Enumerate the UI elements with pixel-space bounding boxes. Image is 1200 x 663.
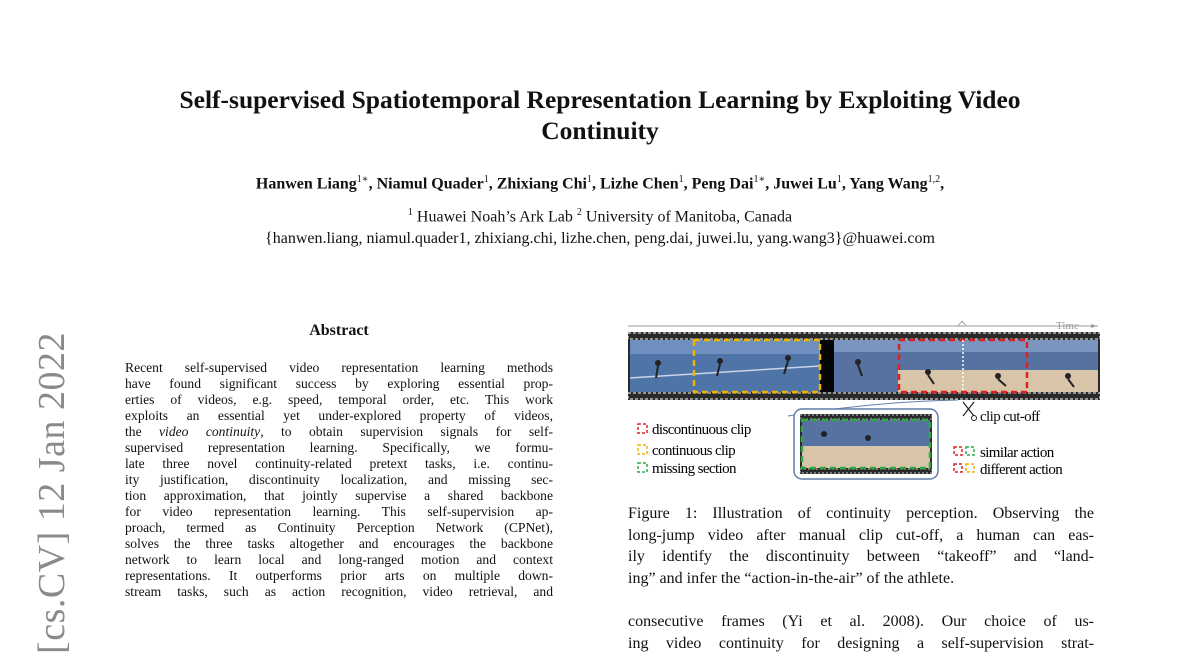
axis-break: [958, 321, 966, 326]
author-name: Juwei Lu: [773, 175, 837, 193]
title-line-2: Continuity: [541, 116, 659, 145]
abstract-line: representations. It outperforms prior arts on multiple down-: [125, 568, 553, 583]
author-name: Yang Wang: [849, 175, 928, 193]
legend-missing: missing section: [652, 461, 736, 477]
body-line: consecutive frames (Yi et al. 2008). Our choice of us-: [628, 613, 1094, 630]
cutoff-gap: [820, 340, 834, 392]
missing-section-inset: [794, 409, 938, 479]
affiliation-1: Huawei Noah’s Ark Lab: [416, 208, 573, 226]
author-affil-marker: 1: [678, 174, 684, 185]
legend-swatch-yellow: [638, 445, 647, 454]
body-line: ing video continuity for designing a self-supervision strat-: [628, 634, 1094, 652]
author-name: Peng Dai: [691, 175, 754, 193]
abstract-line: Recent self-supervised video representation learning methods: [125, 360, 553, 375]
caption-line: Figure 1: Illustration of continuity perception. Observing the: [628, 505, 1094, 522]
clip-cutoff-label: clip cut-off: [980, 409, 1040, 425]
legend-left: [638, 422, 751, 477]
abstract-line: late three novel continuity-related pretext tasks, i.e. continu-: [125, 456, 553, 471]
scissors-icon: [963, 402, 977, 421]
abstract-line: supervised representation learning. Specifically, we formu-: [125, 440, 553, 455]
affil-marker-1: 1: [407, 207, 413, 218]
abstract-line: network to learn local and long-ranged motion and context: [125, 552, 553, 567]
caption-line: ily identify the discontinuity between “takeoff” and “land-: [628, 548, 1094, 565]
abstract-line: solves the three tasks altogether and encourages the backbone: [125, 536, 553, 551]
caption-line: long-jump video after manual clip cut-off, a human can eas-: [628, 526, 1094, 544]
author-name: Lizhe Chen: [599, 175, 679, 193]
arxiv-stamp: [cs.CV] 12 Jan 2022: [31, 332, 73, 654]
abstract-text: [125, 360, 553, 600]
figure-1-illustration: [628, 318, 1100, 490]
legend-right: [954, 445, 1063, 478]
figure-caption: [628, 503, 1094, 589]
author-affil-marker: 1: [483, 174, 489, 185]
affiliation-2: University of Manitoba, Canada: [585, 208, 793, 226]
legend-similar: similar action: [980, 445, 1054, 461]
legend-continuous: continuous clip: [652, 443, 736, 459]
title-line-1: Self-supervised Spatiotemporal Representation Learning by Exploiting Video: [179, 85, 1021, 114]
abstract-line: have found significant success by exploring essential prop-: [125, 376, 553, 391]
author-affil-marker: 1∗: [753, 174, 766, 185]
author-affil-marker: 1,2: [927, 174, 941, 185]
author-name: Zhixiang Chi: [496, 175, 587, 193]
legend-discontinuous: discontinuous clip: [652, 422, 751, 438]
time-label: Time: [1056, 320, 1079, 332]
abstract-line: exploits an essential yet under-explored property of videos,: [125, 408, 553, 423]
abstract-line: the video continuity, to obtain supervision signals for self-: [125, 424, 553, 439]
abstract-heading: Abstract: [309, 322, 369, 339]
legend-swatch-red: [638, 424, 647, 433]
legend-different: different action: [980, 462, 1063, 478]
author-name: Hanwen Liang: [255, 175, 357, 193]
author-affil-marker: 1∗: [356, 174, 369, 185]
author-list: Hanwen Liang$^{1∗}$, Niamul Quader$^1$, Zhixiang Chi$^1$, Lizhe Chen$^1$, Peng Dai$^{1∗}$, Juwei Lu$^1$, Yang Wang$^{1,2}$,: [255, 174, 945, 193]
caption-line: ing” and infer the “action-in-the-air” of the athlete.: [628, 569, 955, 587]
film-strip: [628, 332, 1100, 400]
author-name: Niamul Quader: [376, 175, 484, 193]
abstract-line: stream tasks, such as action recognition, video retrieval, and: [125, 584, 553, 599]
abstract-line: erties of videos, e.g. speed, temporal order, etc. This work: [125, 392, 553, 407]
paper-title: [100, 84, 1100, 146]
abstract-line: proach, termed as Continuity Perception Network (CPNet),: [125, 520, 553, 535]
time-arrow-icon: [1091, 324, 1097, 328]
abstract-line: tion approximation, that jointly supervise a shared backbone: [125, 488, 553, 503]
abstract-line: ity justification, discontinuity localization, and missing sec-: [125, 472, 553, 487]
author-affil-marker: 1: [836, 174, 842, 185]
affil-marker-2: 2: [576, 207, 582, 218]
author-emails: {hanwen.liang, niamul.quader1, zhixiang.chi, lizhe.chen, peng.dai, juwei.lu, yang.wang3}@huawei.com: [265, 230, 935, 247]
affiliations: [40, 207, 1160, 226]
author-affil-marker: 1: [586, 174, 592, 185]
legend-swatch-green: [638, 463, 647, 472]
abstract-line: for video representation learning. This self-supervision ap-: [125, 504, 553, 519]
